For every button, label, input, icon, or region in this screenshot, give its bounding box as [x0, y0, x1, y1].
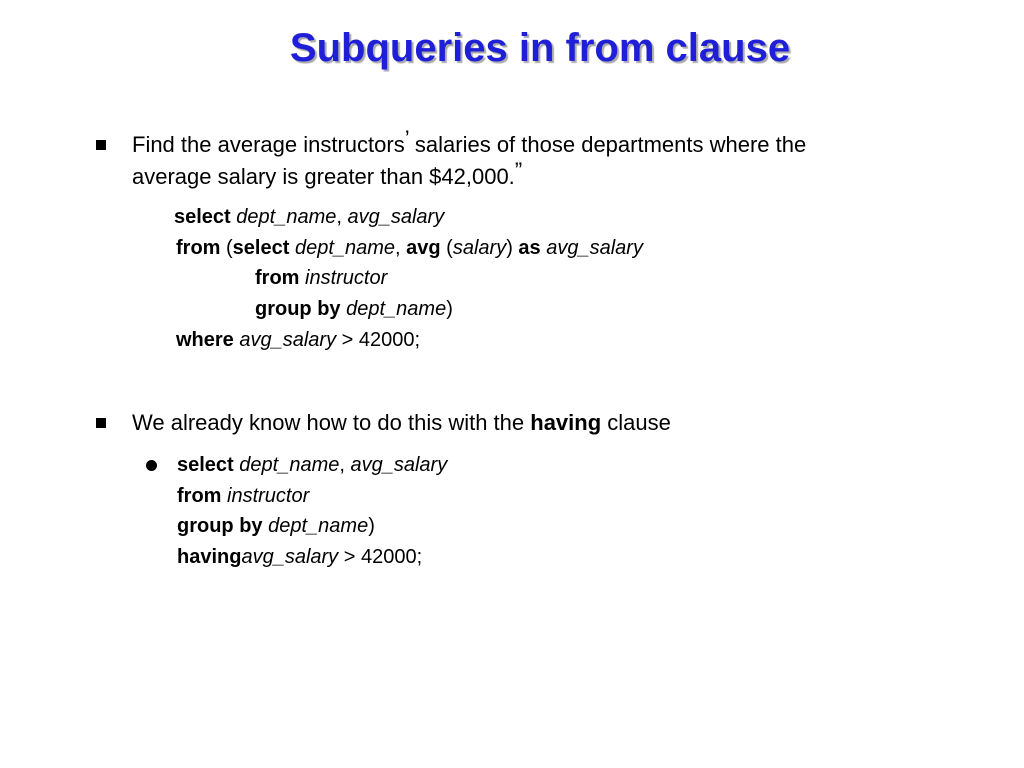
bullet-1-text-line-1 — [132, 126, 807, 161]
keyword-from: from — [255, 267, 300, 289]
open-paren: ( — [220, 237, 233, 259]
identifier-dept-name: dept_name — [268, 515, 369, 537]
close-paren: ) — [446, 298, 453, 320]
keyword-select: select — [174, 206, 231, 228]
query-2-line-3 — [177, 511, 375, 542]
condition-value: > 42000; — [336, 329, 421, 351]
keyword-from: from — [176, 237, 221, 259]
keyword-having: having — [530, 410, 602, 435]
bullet-2-text — [132, 407, 671, 439]
query-2 — [0, 450, 1024, 580]
keyword-having: having — [177, 546, 242, 568]
keyword-from: from — [177, 485, 222, 507]
comma: , — [336, 206, 348, 228]
bullet-1-text-2: average salary is greater than $42,000. — [132, 164, 515, 189]
query-1-line-3 — [255, 263, 387, 294]
keyword-select: select — [177, 454, 234, 476]
identifier-dept-name: dept_name — [346, 298, 447, 320]
query-2-line-4 — [177, 542, 422, 573]
comma: , — [395, 237, 407, 259]
bullet-2-text-main: We already know how to do this with the — [132, 410, 531, 435]
keyword-avg: avg — [406, 237, 441, 259]
bullet-1-text-rest: salaries of those departments where the — [408, 132, 807, 157]
identifier-dept-name: dept_name — [294, 237, 396, 259]
condition-value: > 42000; — [338, 546, 423, 568]
keyword-as: as — [518, 237, 541, 259]
query-1 — [0, 202, 1024, 362]
keyword-where: where — [176, 329, 234, 351]
square-bullet-icon — [96, 140, 106, 150]
query-1-line-5 — [176, 325, 420, 356]
comma: , — [339, 454, 351, 476]
identifier-avg-salary: avg_salary — [347, 206, 445, 228]
query-2-line-2 — [177, 481, 309, 512]
query-2-line-1 — [177, 450, 447, 481]
identifier-dept-name: dept_name — [239, 454, 340, 476]
slide-title: Subqueries in from clause — [289, 26, 791, 70]
identifier-avg-salary: avg_salary — [239, 329, 337, 351]
identifier-avg-salary: avg_salary — [350, 454, 448, 476]
identifier-instructor: instructor — [227, 485, 310, 507]
close-paren: ) — [506, 237, 519, 259]
square-bullet-icon — [96, 418, 106, 428]
query-1-line-2 — [176, 233, 643, 264]
identifier-avg-salary: avg_salary — [546, 237, 643, 259]
query-1-line-1 — [174, 202, 444, 233]
apostrophe: ’ — [404, 126, 409, 151]
query-1-line-4 — [255, 294, 453, 325]
identifier-instructor: instructor — [305, 267, 388, 289]
open-paren: ( — [440, 237, 453, 259]
keyword-select: select — [232, 237, 290, 259]
bullet-1-text: Find the average instructors — [132, 132, 405, 157]
bullet-1-text-line-2 — [132, 158, 523, 193]
identifier-salary: salary — [452, 237, 507, 259]
close-quote: ” — [514, 158, 523, 183]
identifier-avg-salary: avg_salary — [241, 546, 339, 568]
keyword-group-by: group by — [177, 515, 263, 537]
bullet-2-text-rest: clause — [601, 410, 671, 435]
identifier-dept-name: dept_name — [236, 206, 337, 228]
close-paren: ) — [368, 515, 375, 537]
keyword-group-by: group by — [255, 298, 341, 320]
